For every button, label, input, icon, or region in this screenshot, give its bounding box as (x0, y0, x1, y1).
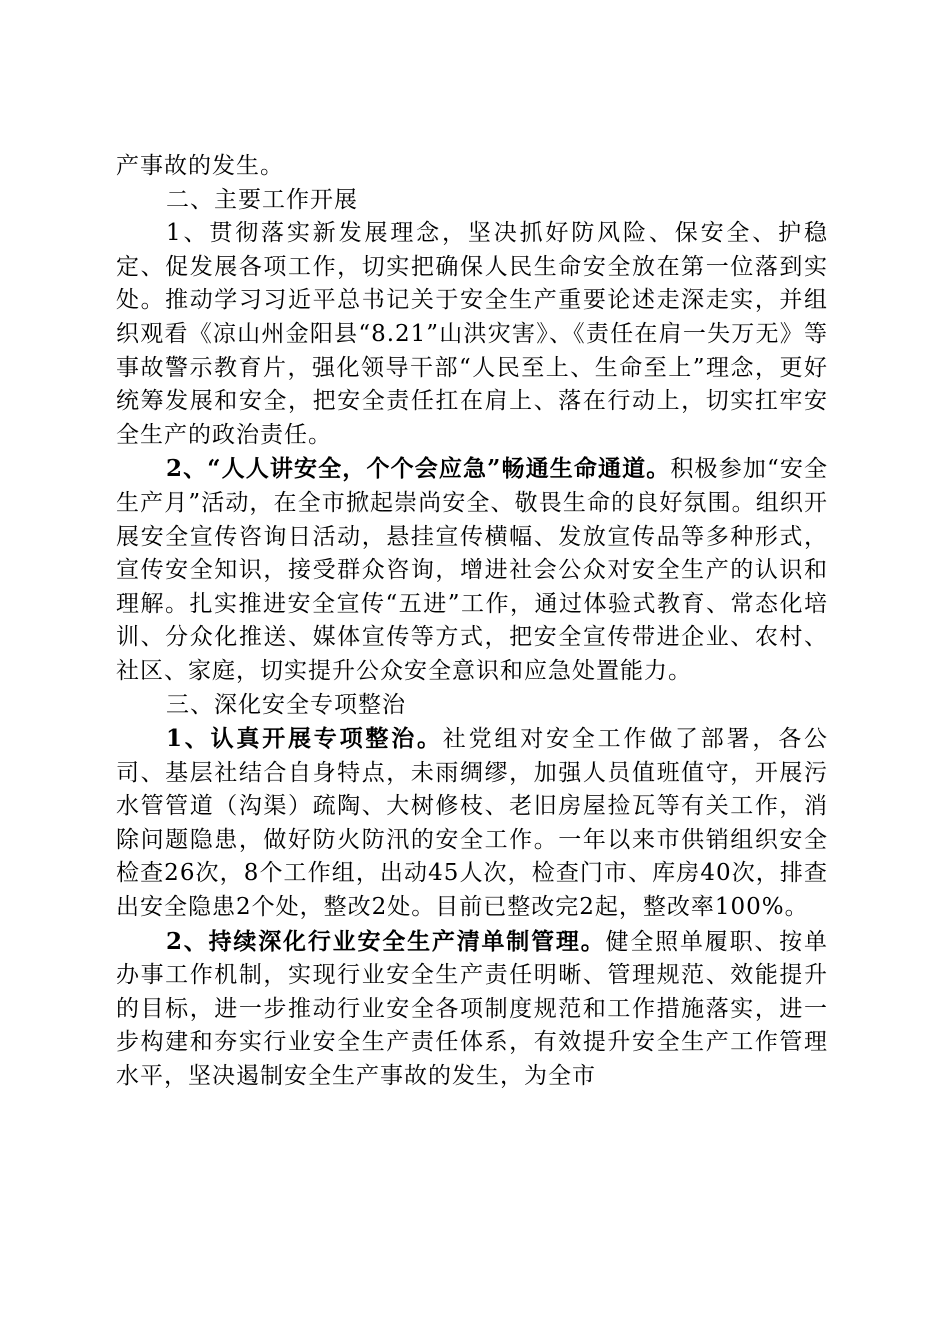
paragraph-2-2-lead: 2、“人人讲安全，个个会应急”畅通生命通道。 (166, 455, 671, 483)
paragraph-3-2-lead: 2、持续深化行业安全生产清单制管理。 (166, 927, 606, 955)
document-page (116, 150, 828, 1094)
paragraph-3-1-body: 社党组对安全工作做了部署，各公司、基层社结合自身特点，未雨绸缪，加强人员值班值守，开展污水管管道（沟渠）疏陶、大树修枝、老旧房屋捡瓦等有关工作，消除问题隐患，做好防火防汛的安全工作。一年以来市供销组织安全检查26次，8个工作组，出动45人次，检查门市、库房40次，排查出安全隐患2个处，整改2处。目前已整改完2起，整改率100%。 (116, 726, 828, 921)
paragraph-continuation: 产事故的发生。 (116, 153, 284, 179)
paragraph-3-1-lead: 1、认真开展专项整治。 (166, 725, 443, 753)
section-heading-3: 三、深化安全专项整治 (166, 691, 406, 718)
paragraph-2-2 (116, 452, 828, 688)
paragraph-3-2 (116, 925, 828, 1094)
paragraph-3-2-body: 健全照单履职、按单办事工作机制，实现行业安全生产责任明晰、管理规范、效能提升的目标，进一步推动行业安全各项制度规范和工作措施落实，进一步构建和夯实行业安全生产责任体系，有效提升安全生产工作管理水平，坚决遏制安全生产事故的发生，为全市 (116, 928, 828, 1090)
paragraph-3-1 (116, 722, 828, 925)
section-heading-2: 二、主要工作开展 (166, 186, 358, 213)
paragraph-2-1: 1、贯彻落实新发展理念，坚决抓好防风险、保安全、护稳定、促发展各项工作，切实把确保人民生命安全放在第一位落到实处。推动学习习近平总书记关于安全生产重要论述走深走实，并组织观看《凉山州金阳县“8.21”山洪灾害》、《责任在肩一失万无》等事故警示教育片，强化领导干部“人民至上、生命至上”理念，更好统筹发展和安全，把安全责任扛在肩上、落在行动上，切实扛牢安全生产的政治责任。 (116, 220, 828, 448)
paragraph-2-2-body: 积极参加“安全生产月”活动，在全市掀起崇尚安全、敬畏生命的良好氛围。组织开展安全宣传咨询日活动，悬挂宣传横幅、发放宣传品等多种形式，宣传安全知识，接受群众咨询，增进社会公众对安全生产的认识和理解。扎实推进安全宣传“五进”工作，通过体验式教育、常态化培训、分众化推送、媒体宣传等方式，把安全宣传带进企业、农村、社区、家庭，切实提升公众安全意识和应急处置能力。 (116, 456, 828, 684)
